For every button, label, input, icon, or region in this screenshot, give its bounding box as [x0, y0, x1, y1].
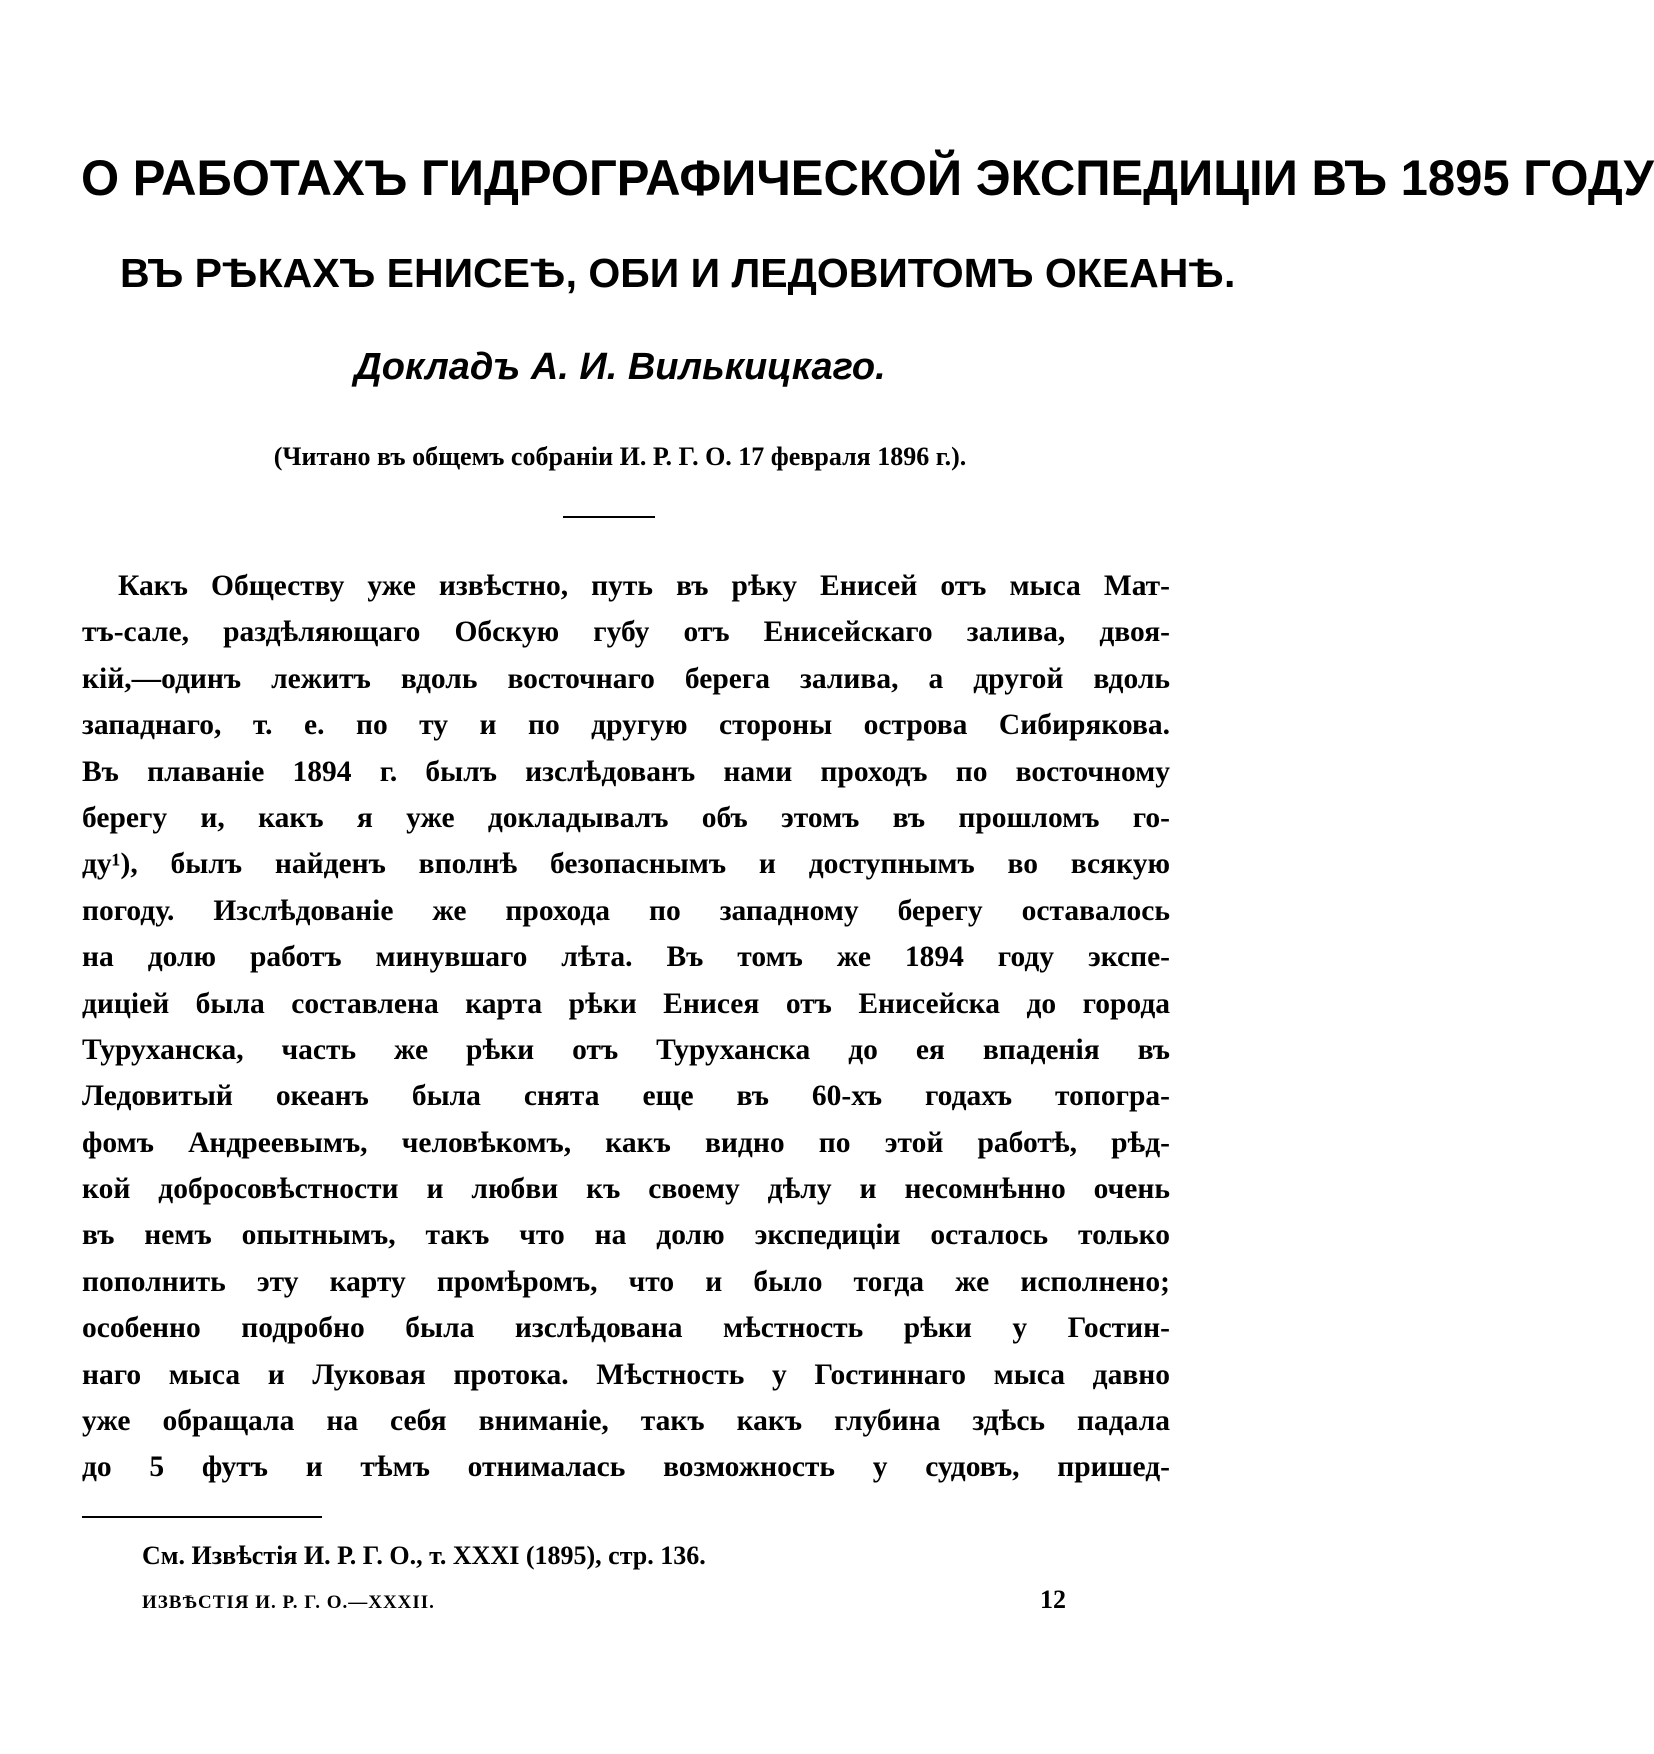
body-line: тъ-сале, раздѣляющаго Обскую губу отъ Енисейскаго залива, двоя-	[82, 616, 1170, 649]
body-line: въ немъ опытнымъ, такъ что на долю экспедиціи осталось только	[82, 1219, 1170, 1252]
body-line: уже обращала на себя вниманіе, такъ какъ глубина здѣсь падала	[82, 1405, 1170, 1438]
body-line: ду¹), былъ найденъ вполнѣ безопаснымъ и доступнымъ во всякую	[82, 848, 1170, 881]
footnote: См. Извѣстія И. Р. Г. О., т. XXXI (1895), стр. 136.	[142, 1541, 706, 1570]
body-line: кій,—одинъ лежитъ вдоль восточнаго берега залива, а другой вдоль	[82, 662, 1170, 695]
body-line: фомъ Андреевымъ, человѣкомъ, какъ видно по этой работѣ, рѣд-	[82, 1126, 1170, 1159]
body-line: особенно подробно была изслѣдована мѣстность рѣки у Гостин-	[82, 1312, 1170, 1345]
body-line: западнаго, т. е. по ту и по другую стороны острова Сибирякова.	[82, 709, 1170, 742]
author-line: Докладъ А. И. Вилькицкаго.	[354, 346, 886, 388]
body-line: берегу и, какъ я уже докладывалъ объ этомъ въ прошломъ го-	[82, 801, 1170, 834]
body-line: Туруханска, часть же рѣки отъ Туруханска до ея впаденія въ	[82, 1033, 1170, 1066]
body-line: Какъ Обществу уже извѣстно, путь въ рѣку Енисей отъ мыса Мат-	[118, 570, 1170, 602]
title-divider	[563, 516, 655, 518]
running-footer-title: ИЗВѢСТІЯ И. Р. Г. О.—XXXII.	[142, 1592, 435, 1613]
article-title-line-2: ВЪ РѢКАХЪ ЕНИСЕѢ, ОБИ И ЛЕДОВИТОМЪ ОКЕАНѢ.	[120, 250, 1236, 296]
body-line: кой добросовѣстности и любви къ своему дѣлу и несомнѣнно очень	[82, 1173, 1170, 1206]
page-number: 12	[1040, 1585, 1066, 1614]
body-line: Въ плаваніе 1894 г. былъ изслѣдованъ нами проходъ по восточному	[82, 755, 1170, 788]
body-line: диціей была составлена карта рѣки Енисея отъ Енисейска до города	[82, 987, 1170, 1020]
body-paragraph	[82, 563, 1170, 1491]
footnote-divider	[82, 1516, 322, 1518]
body-line: наго мыса и Луковая протока. Мѣстность у Гостиннаго мыса давно	[82, 1358, 1170, 1391]
body-line: Ледовитый океанъ была снята еще въ 60-хъ годахъ топогра-	[82, 1080, 1170, 1113]
read-note: (Читано въ общемъ собраніи И. Р. Г. О. 17 февраля 1896 г.).	[273, 442, 967, 471]
article-title-line-1: О РАБОТАХЪ ГИДРОГРАФИЧЕСКОЙ ЭКСПЕДИЦІИ ВЪ 1895 ГОДУ	[81, 150, 1654, 206]
body-line: пополнить эту карту промѣромъ, что и было тогда же исполнено;	[82, 1265, 1170, 1298]
body-line: до 5 футъ и тѣмъ отнималась возможность у судовъ, пришед-	[82, 1451, 1170, 1484]
body-line: погоду. Изслѣдованіе же прохода по западному берегу оставалось	[82, 894, 1170, 927]
body-line: на долю работъ минувшаго лѣта. Въ томъ же 1894 году экспе-	[82, 941, 1170, 974]
